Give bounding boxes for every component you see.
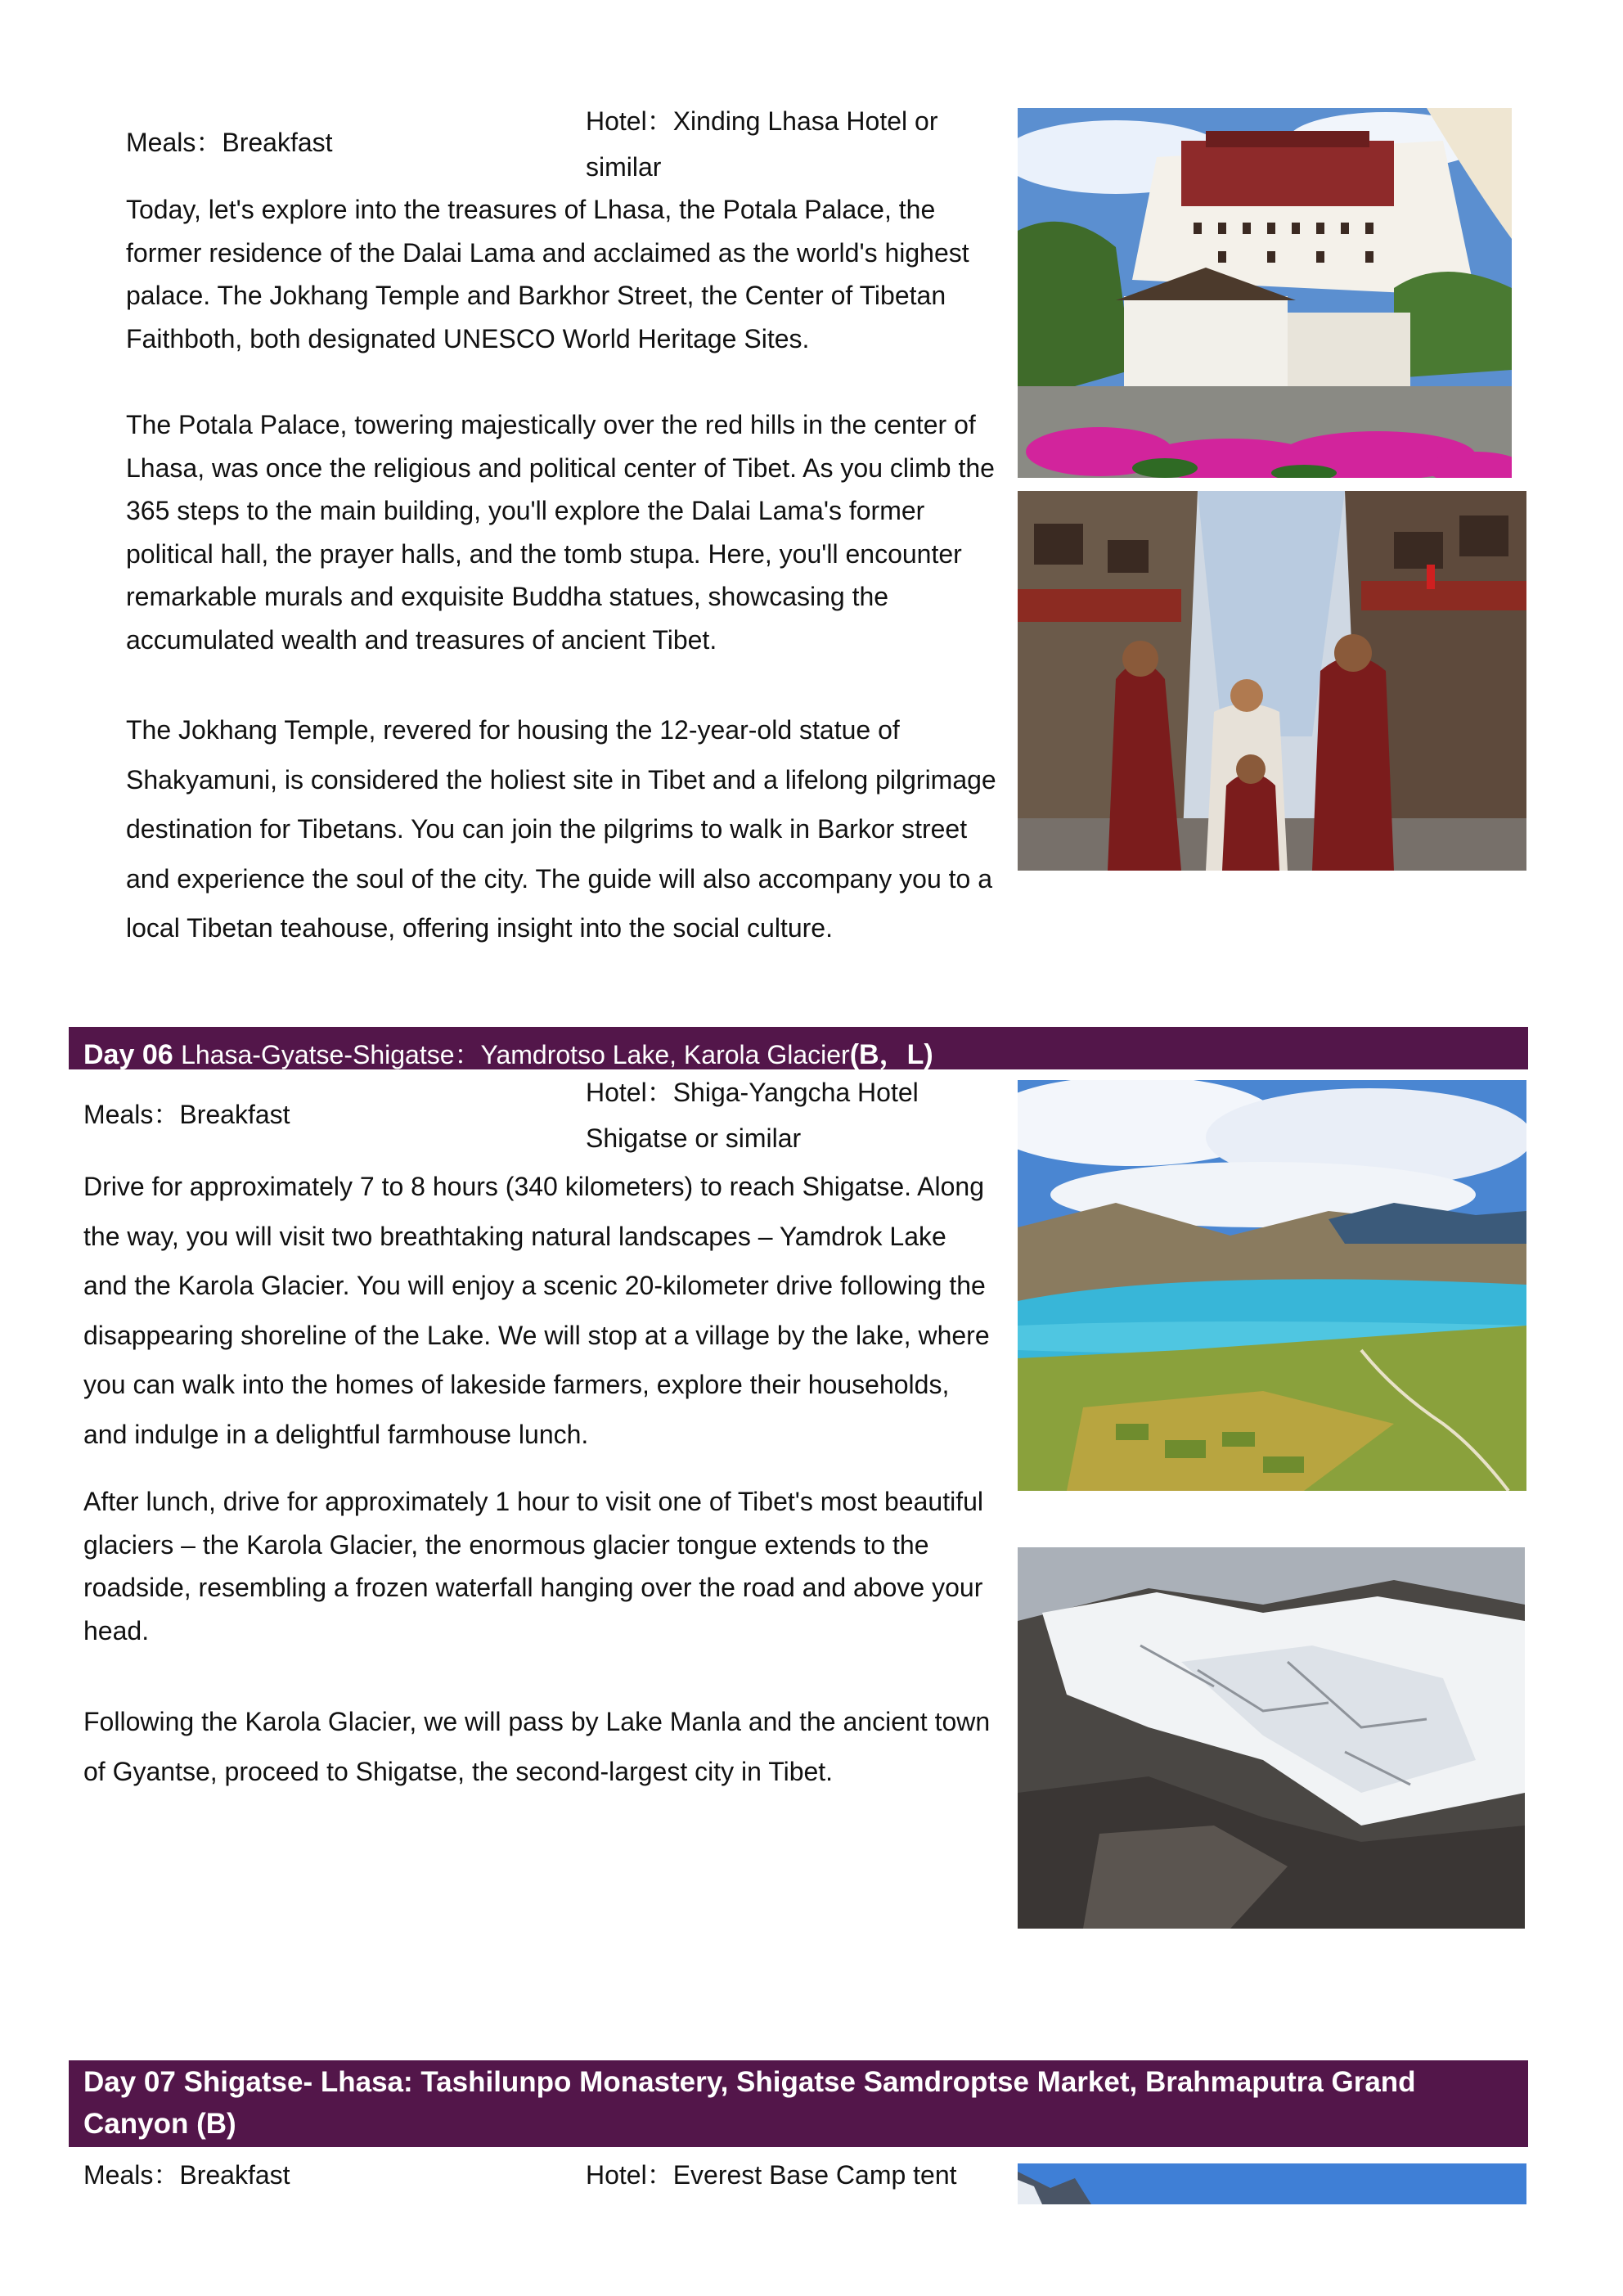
day05-hotel-line1: Hotel：Xinding Lhasa Hotel or (586, 106, 938, 136)
potala-palace-photo (1018, 108, 1512, 478)
day05-paragraph-3: The Jokhang Temple, revered for housing the 12-year-old statue of Shakyamuni, is considered the holiest site in Tibet and a lifelong pilgrimage destination for Tibetans. You can join the pilgrims to walk in Barkor street and experience the soul of the city. The guide will also accompany you to a local Tibetan teahouse, offering insight into the social culture. (126, 715, 996, 943)
day05-hotel-line2: similar (586, 152, 662, 182)
day06-route: Lhasa-Gyatse-Shigatse：Yamdrotso Lake, Karola Glacier (181, 1040, 850, 1069)
barkhor-street-monks-photo (1018, 491, 1526, 871)
day07-header-banner (69, 2060, 1528, 2147)
day07-hotel: Hotel：Everest Base Camp tent (586, 2160, 957, 2190)
day06-header-banner (69, 1027, 1528, 1069)
day05-paragraph-1: Today, let's explore into the treasures of Lhasa, the Potala Palace, the former residence of the Dalai Lama and acclaimed as the world's highest palace. The Jokhang Temple and Barkhor Street, the Center of Tibetan Faithboth, both designated UNESCO World Heritage Sites. (126, 195, 969, 353)
day07-meals: Meals：Breakfast (83, 2160, 290, 2190)
day06-label: Day 06 (83, 1039, 173, 1070)
day05-paragraph-2: The Potala Palace, towering majestically over the red hills in the center of Lhasa, was once the religious and political center of Tibet. As you climb the 365 steps to the main building, you'll explore the Dalai Lama's former political hall, the prayer halls, and the tomb stupa. Here, you'll encounter remarkable murals and exquisite Buddha statues, showcasing the accumulated wealth and treasures of ancient Tibet. (126, 410, 995, 655)
day07-title-line2: Canyon (B) (83, 2108, 236, 2140)
day06-paragraph-1: Drive for approximately 7 to 8 hours (340 kilometers) to reach Shigatse. Along the way, you will visit two breathtaking natural landscapes – Yamdrok Lake and the Karola Glacier. You will enjoy a scenic 20-kilometer drive following the disappearing shoreline of the Lake. We will stop at a village by the lake, where you can walk into the homes of lakeside farmers, explore their households, and indulge in a delightful farmhouse lunch. (83, 1172, 990, 1449)
yamdrok-lake-photo (1018, 1080, 1526, 1491)
day06-hotel-line2: Shigatse or similar (586, 1123, 802, 1153)
day06-meal-code: (B，L) (849, 1039, 933, 1070)
day06-meals: Meals：Breakfast (83, 1100, 290, 1129)
karola-glacier-photo (1018, 1547, 1525, 1929)
day07-title-line1: Day 07 Shigatse- Lhasa: Tashilunpo Monastery, Shigatse Samdroptse Market, Brahmaputra Grand (83, 2066, 1416, 2098)
everest-photo-cropped (1018, 2163, 1526, 2204)
day06-paragraph-2: After lunch, drive for approximately 1 hour to visit one of Tibet's most beautiful glaciers – the Karola Glacier, the enormous glacier tongue extends to the roadside, resembling a frozen waterfall hanging over the road and above your head. (83, 1487, 983, 1645)
day06-hotel-line1: Hotel：Shiga-Yangcha Hotel (586, 1078, 919, 1107)
day06-paragraph-3: Following the Karola Glacier, we will pass by Lake Manla and the ancient town of Gyantse, proceed to Shigatse, the second-largest city in Tibet. (83, 1707, 991, 1786)
day05-meals: Meals：Breakfast (126, 128, 333, 157)
